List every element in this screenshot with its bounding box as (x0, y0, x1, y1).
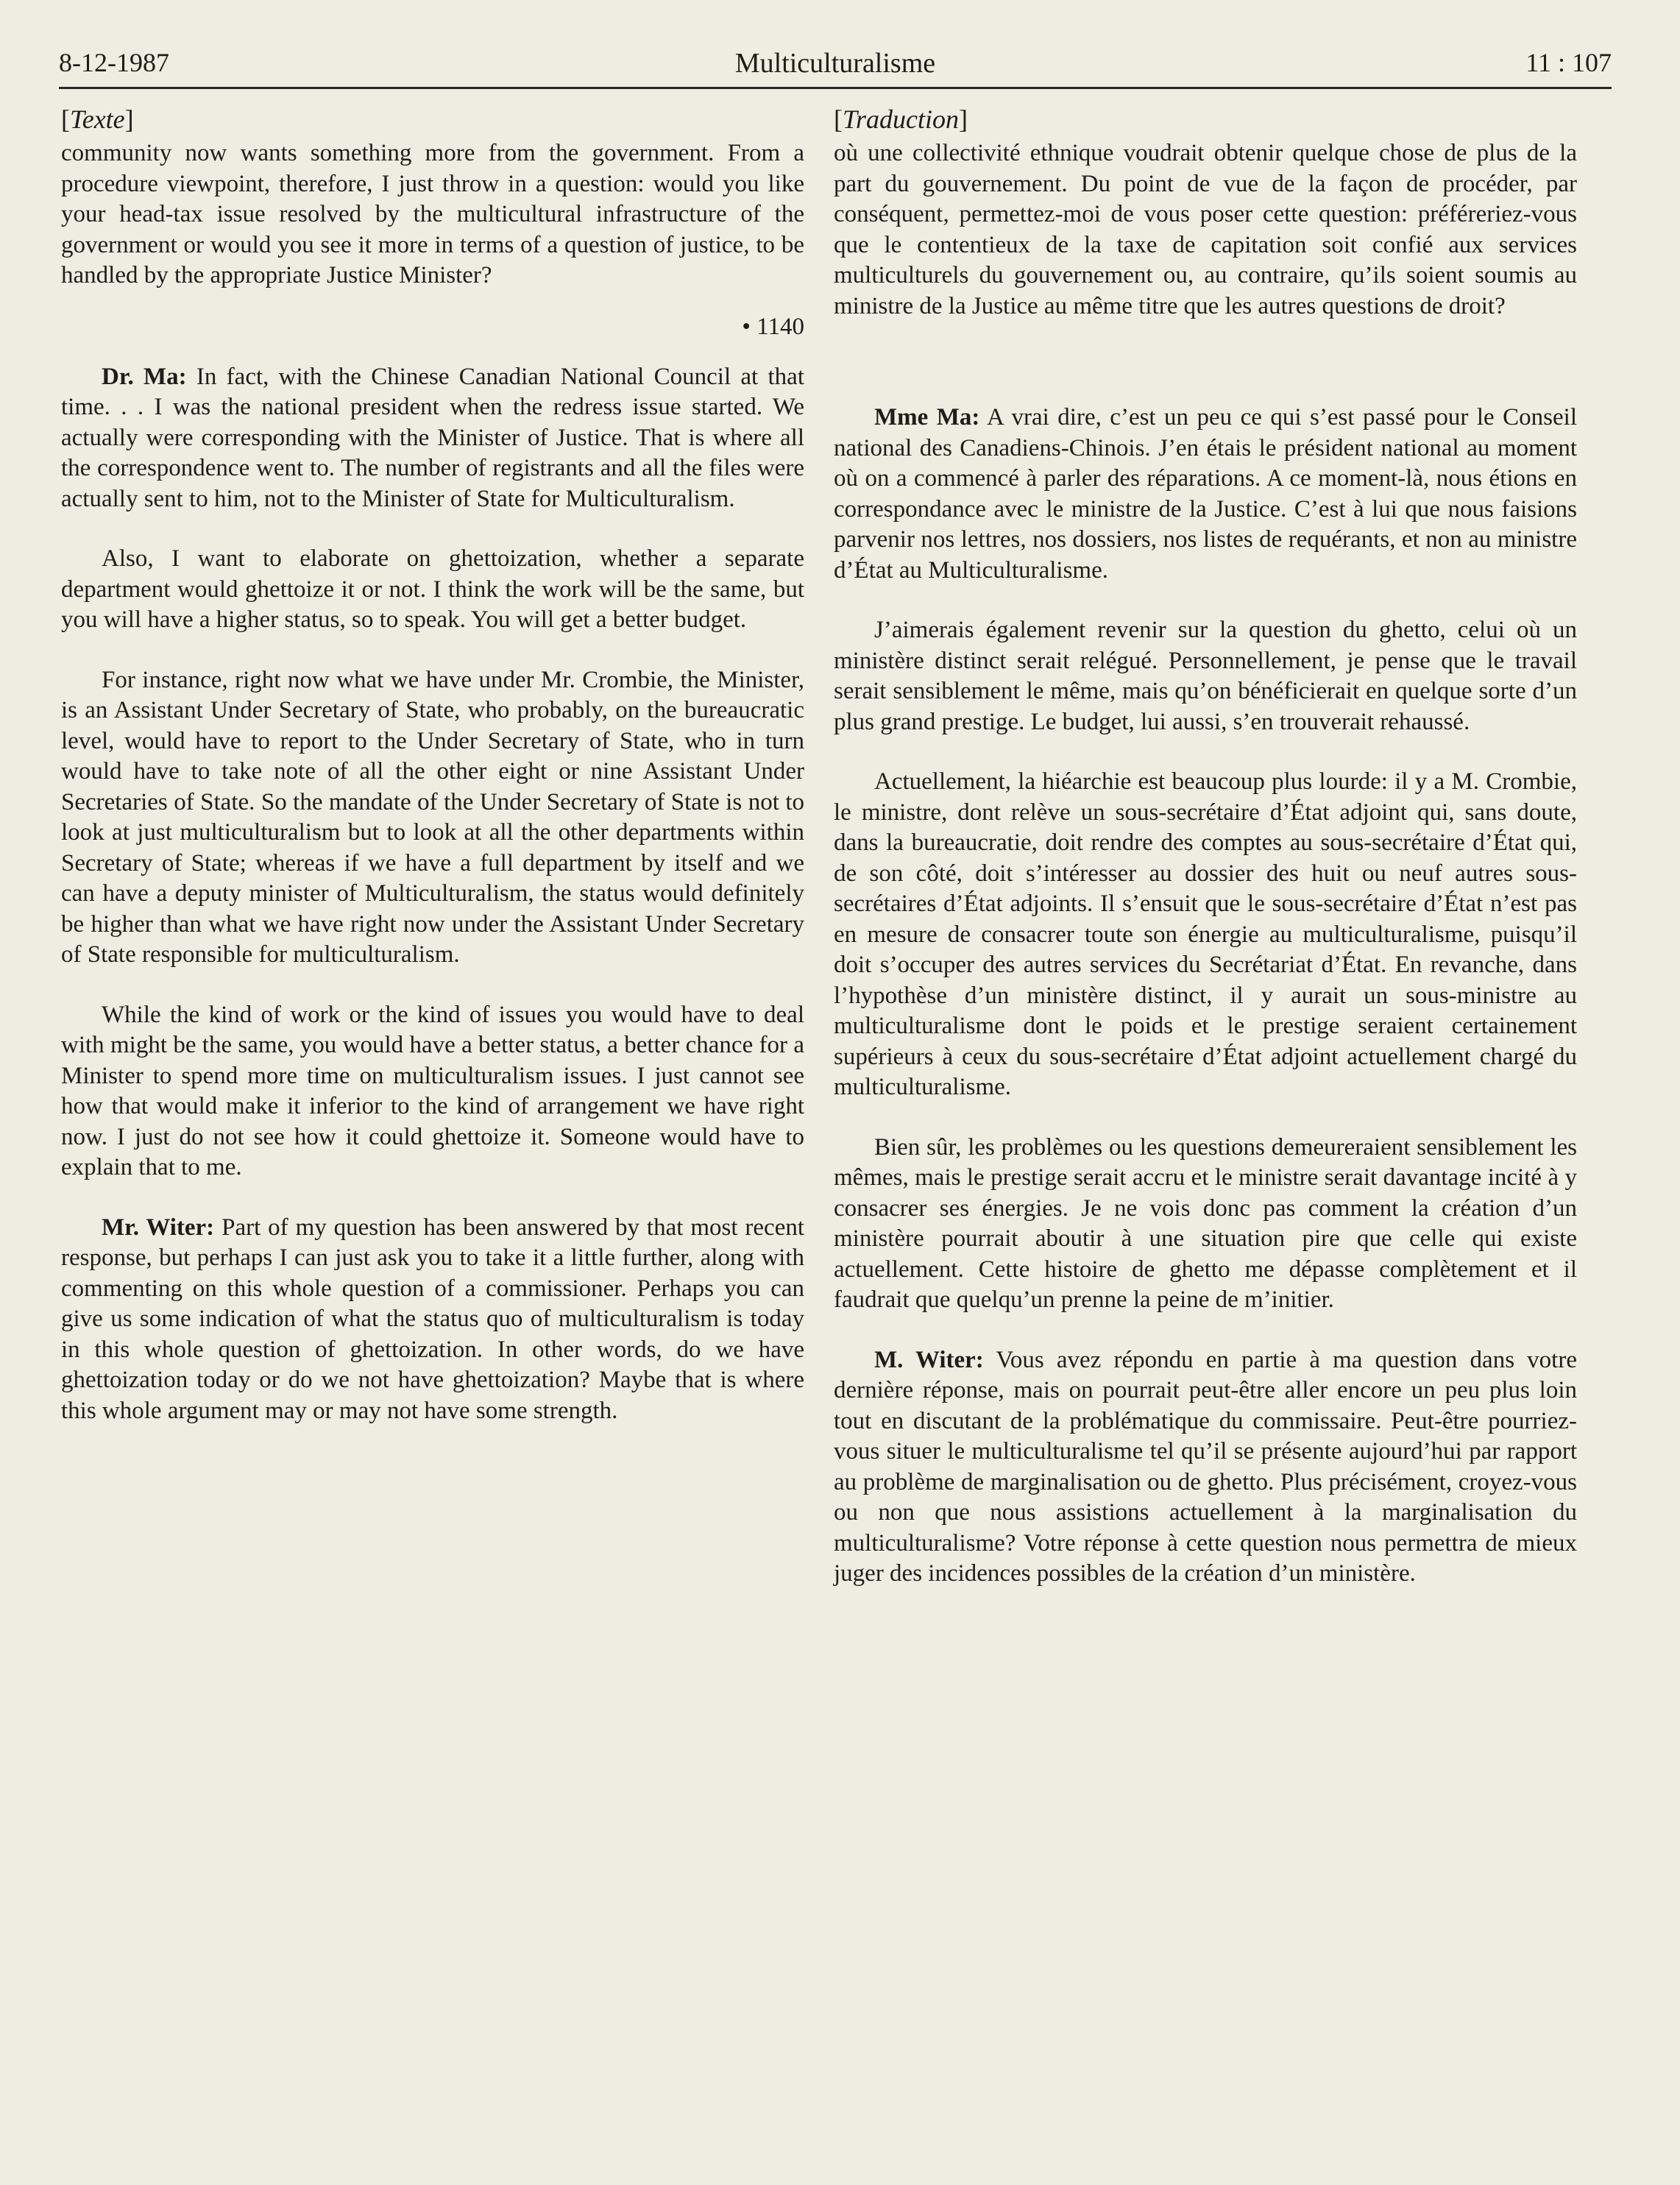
time-marker: • 1140 (742, 313, 804, 340)
time-spacer (834, 342, 1577, 403)
speaker-paragraph-ma: Dr. Ma: In fact, with the Chinese Canadian National Council at that time. . . I was the national president when the redress issue started. We actually were corresponding with the Minister of Justice. That is where all the correspondence went to. The number of registrants and all the files were actually sent to him, not to the Minister of State for Multiculturalism. (61, 363, 804, 512)
speaker-name: Mme Ma: (874, 404, 980, 431)
continued-paragraph: où une collectivité ethnique voudrait obtenir quelque chose de plus de la part du gouvernement. Du point de vue de la façon de procéder, par conséquent, permettez-moi de vous poser cette question: préféreriez-vous que le contentieux de la taxe de capitation soit confié aux services multiculturels du gouvernement ou, au contraire, qu’ils soient soumis au ministre de la Justice au même titre que les autres questions de droit? (834, 140, 1577, 319)
speaker-name: Mr. Witer: (102, 1214, 215, 1241)
speaker-paragraph-ma: Mme Ma: A vrai dire, c’est un peu ce qui s’est passé pour le Conseil national des Canadiens-Chinois. J’en étais le président national au moment où on a commencé à parler des réparations. A ce moment-là, nous étions en correspondance avec le ministre de la Justice. C’est à lui que nous faisions parvenir nos lettres, nos dossiers, nos listes de requérants, et non au ministre d’État au Multiculturalisme. (834, 404, 1578, 584)
header-date: 8-12-1987 (59, 48, 169, 77)
column-label-texte: [Texte] (61, 105, 134, 134)
speaker-name: Dr. Ma: (102, 363, 187, 390)
paragraph-ghetto: J’aimerais également revenir sur la question du ghetto, celui où un ministère distinct serait relégué. Personnellement, je pense que le travail serait sensiblement le même, mais qu’on bénéficierait en quelque sorte d’un plus grand prestige. Le budget, lui aussi, s’en trouverait rehaussé. (834, 617, 1577, 735)
french-column (834, 103, 1577, 1619)
speaker-name: M. Witer: (874, 1346, 984, 1373)
paragraph-status: While the kind of work or the kind of issues you would have to deal with might be the same, you would have a better status, a better chance for a Minister to spend more time on multiculturalism issues. I just cannot see how that would make it inferior to the kind of arrangement we have right now. I just do not see how it could ghettoize it. Someone would have to explain that to me. (61, 1001, 804, 1180)
paragraph-ghettoization: Also, I want to elaborate on ghettoization, whether a separate department would ghettoize it or not. I think the work will be the same, but you will have a higher status, so to speak. You will get a better budget. (61, 545, 804, 633)
continued-paragraph: community now wants something more from the government. From a procedure viewpoint, therefore, I just throw in a question: would you like your head-tax issue resolved by the multicultural infrastructure of the government or would you see it more in terms of a question of justice, to be handled by the appropriate Justice Minister? (61, 140, 804, 288)
speaker-paragraph-witer: M. Witer: Vous avez répondu en partie à ma question dans votre dernière réponse, mais on pourrait peut-être aller encore un peu plus loin tout en discutant de la problématique du commissaire. Peut-être pourriez-vous situer le multiculturalisme tel qu’il se présente aujourd’hui par rapport au problème de marginalisation ou de ghetto. Plus précisément, croyez-vous ou non que nous assistions actuellement à la marginalisation du multiculturalisme? Votre réponse à cette question nous permettra de mieux juger des incidences possibles de la création d’un ministère. (834, 1346, 1577, 1587)
paragraph-prestige: Bien sûr, les problèmes ou les questions demeureraient sensiblement les mêmes, mais le prestige serait accru et le ministre serait davantage incité à y consacrer ses énergies. Je ne vois donc pas comment la création d’un ministère pourrait aboutir à une situation pire que celle qui existe actuellement. Cette histoire de ghetto me dépasse complètement et il faudrait que quelqu’un prenne la peine de m’initier. (834, 1133, 1577, 1313)
paragraph-crombie: For instance, right now what we have under Mr. Crombie, the Minister, is an Assistant Under Secretary of State, who probably, on the bureaucratic level, would have to report to the Under Secretary of State, who in turn would have to take note of all the other eight or nine Assistant Under Secretaries of State. So the mandate of the Under Secretary of State is not to look at just multiculturalism but to look at all the other departments within Secretary of State; whereas if we have a full department by itself and we can have a deputy minister of Multiculturalism, the status would definitely be higher than what we have right now under the Assistant Under Secretary of State responsible for multiculturalism. (61, 666, 804, 968)
page-header (59, 43, 1612, 89)
column-label-traduction: [Traduction] (834, 105, 968, 134)
paragraph-crombie: Actuellement, la hiéarchie est beaucoup plus lourde: il y a M. Crombie, le ministre, dont relève un sous-secrétaire d’État adjoint qui, sans doute, dans la bureaucratie, doit rendre des comptes au sous-secrétaire d’État qui, de son côté, doit s’intéresser au dossier des huit ou neuf autres sous-secrétaires d’État adjoints. Il s’ensuit que le sous-secrétaire d’État n’est pas en mesure de consacrer toute son énergie au multiculturalisme, puisqu’il doit s’occuper des autres services du Secrétariat d’État. En revanche, dans l’hypothèse d’un ministère distinct, il y aurait un sous-ministre au multiculturalisme dont le poids et le prestige seraient certainement supérieurs à ceux du sous-secrétaire d’État adjoint actuellement chargé du multiculturalisme. (834, 768, 1577, 1100)
english-column (61, 103, 804, 1456)
header-page-number: 11 : 107 (1525, 48, 1612, 77)
header-title: Multiculturalisme (734, 48, 936, 79)
speaker-paragraph-witer: Mr. Witer: Part of my question has been answered by that most recent response, but perhaps I can just ask you to take it a little further, along with commenting on this whole question of a commissioner. Perhaps you can give us some indication of what the status quo of multiculturalism is today in this whole question of ghettoization. In other words, do we have ghettoization today or do we not have ghettoization? Maybe that is where this whole argument may or may not have some strength. (61, 1214, 805, 1424)
